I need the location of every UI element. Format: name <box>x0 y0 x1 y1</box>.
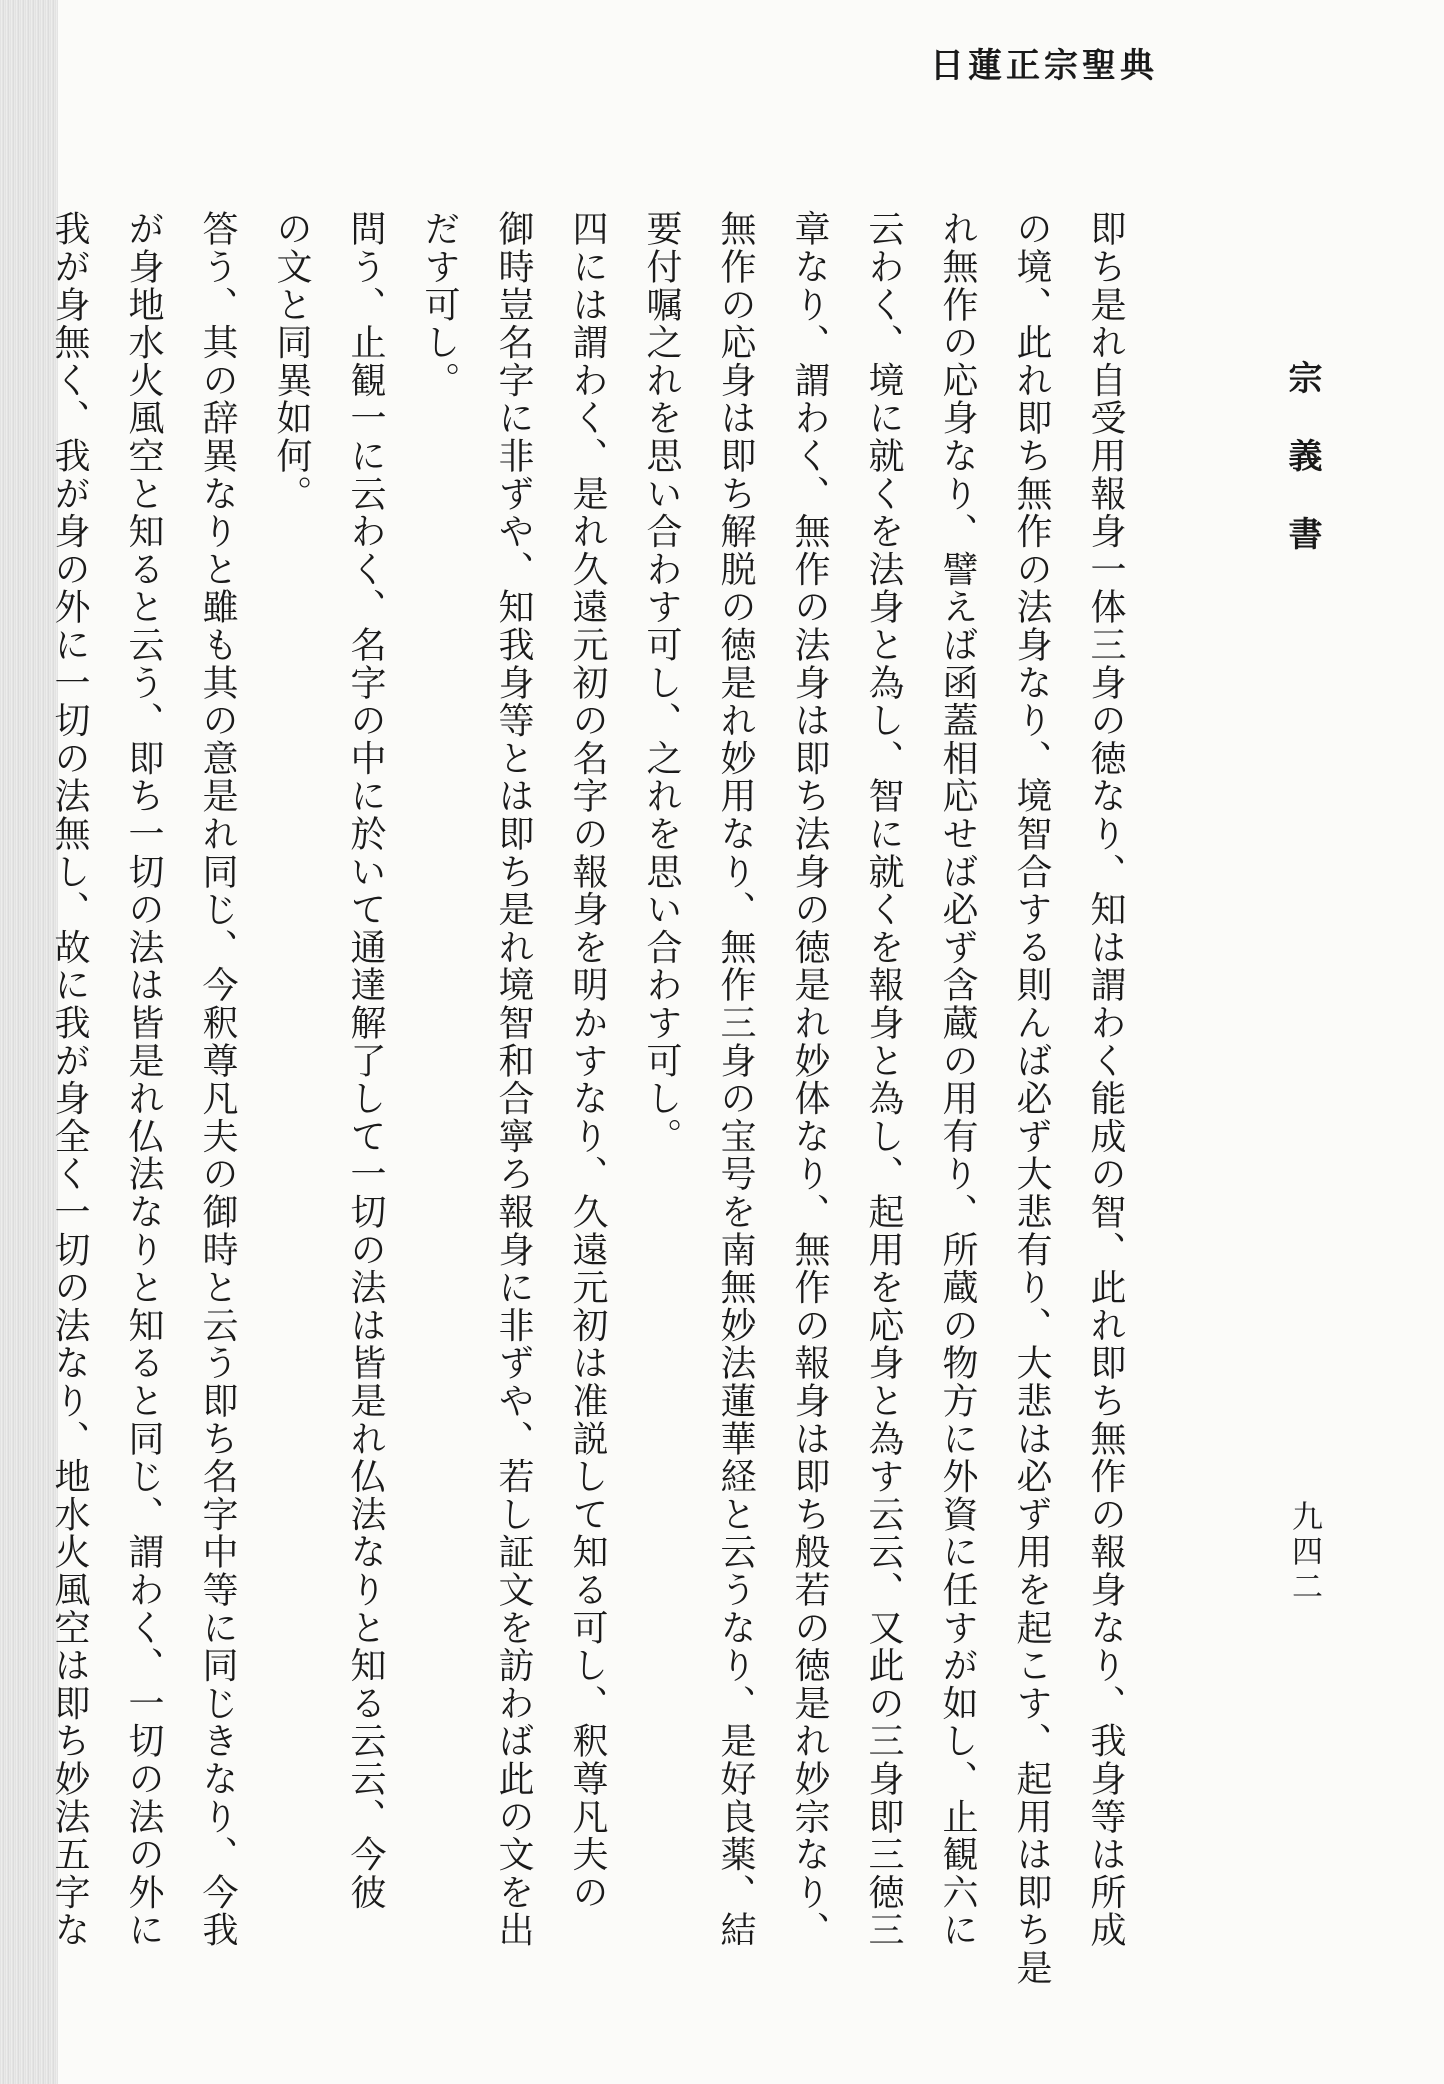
text-line: 云わく、境に就くを法身と為し、智に就くを報身と為し、起用を応身と為す云云、又此の三身即三徳三 <box>863 210 904 1949</box>
text-line: 要付嘱之れを思い合わす可し、之れを思い合わす可し。 <box>641 210 682 1155</box>
text-line: 問う、止観一に云わく、名字の中に於いて通達解了して一切の法は皆是れ仏法なりと知る云云、今彼 <box>345 210 386 1911</box>
body-text <box>49 210 1142 1987</box>
text-line: だす可し。 <box>419 210 460 399</box>
text-line: の境、此れ即ち無作の法身なり、境智合する則んば必ず大悲有り、大悲は必ず用を起こす、起用は即ち是 <box>1011 210 1052 1987</box>
text-line: 即ち是れ自受用報身一体三身の徳なり、知は謂わく能成の智、此れ即ち無作の報身なり、我身等は所成 <box>1085 210 1126 1949</box>
text-line: の文と同異如何。 <box>271 210 312 513</box>
book-title: 日蓮正宗聖典 <box>930 46 1158 86</box>
text-line: 御時豈名字に非ずや、知我身等とは即ち是れ境智和合寧ろ報身に非ずや、若し証文を訪わば此の文を出 <box>493 210 534 1949</box>
text-line: 無作の応身は即ち解脱の徳是れ妙用なり、無作三身の宝号を南無妙法蓮華経と云うなり、是好良薬、結 <box>715 210 756 1949</box>
text-line: れ無作の応身なり、譬えば函蓋相応せば必ず含蔵の用有り、所蔵の物方に外資に任すが如し、止観六に <box>937 210 978 1949</box>
text-line: 四には謂わく、是れ久遠元初の名字の報身を明かすなり、久遠元初は准説して知る可し、釈尊凡夫の <box>567 210 608 1911</box>
text-line: 我が身無く、我が身の外に一切の法無し、故に我が身全く一切の法なり、地水火風空は即ち妙法五字な <box>49 210 90 1949</box>
text-line: が身地水火風空と知ると云う、即ち一切の法は皆是れ仏法なりと知ると同じ、謂わく、一切の法の外に <box>123 210 164 1949</box>
text-line: 章なり、謂わく、無作の法身は即ち法身の徳是れ妙体なり、無作の報身は即ち般若の徳是れ妙宗なり、 <box>789 210 830 1949</box>
chapter-title: 宗義書 <box>1282 360 1322 594</box>
page-number: 九四二 <box>1286 1500 1322 1605</box>
text-line: 答う、其の辞異なりと雖も其の意是れ同じ、今釈尊凡夫の御時と云う即ち名字中等に同じきなり、今我 <box>197 210 238 1949</box>
